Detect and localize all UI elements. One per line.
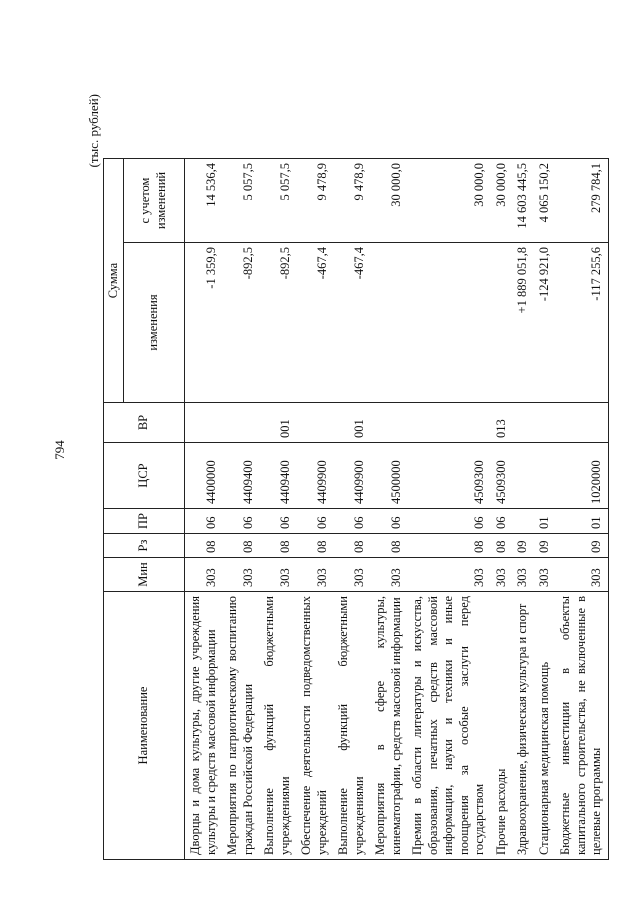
units-caption: (тыс. рублей) xyxy=(86,94,101,168)
row-pr: 01 xyxy=(534,509,556,534)
row-name: Стационарная медицинская помощь xyxy=(534,592,556,860)
header-vr: ВР xyxy=(104,403,185,443)
row-change xyxy=(407,243,491,403)
row-rz: 09 xyxy=(534,534,556,558)
row-name: Дворцы и дома культуры, другие учреждения культуры и средств массовой информации xyxy=(185,592,223,860)
row-total: 30 000,0 xyxy=(491,159,513,243)
row-pr: 06 xyxy=(370,509,407,534)
row-total: 4 065 150,2 xyxy=(534,159,556,243)
row-total: 9 478,9 xyxy=(296,159,333,243)
row-total: 30 000,0 xyxy=(370,159,407,243)
row-rz: 08 xyxy=(185,534,223,558)
row-csr: 4409900 xyxy=(296,443,333,509)
table-row xyxy=(185,159,223,860)
row-csr xyxy=(512,443,534,509)
row-change: +1 889 051,8 xyxy=(512,243,534,403)
row-pr: 06 xyxy=(222,509,259,534)
row-csr: 4409400 xyxy=(222,443,259,509)
row-change: -892,5 xyxy=(259,243,296,403)
row-min: 303 xyxy=(491,558,513,592)
row-total: 14 536,4 xyxy=(185,159,223,243)
row-pr: 06 xyxy=(491,509,513,534)
table-row xyxy=(407,159,491,860)
row-name: Здравоохранение, физическая культура и спорт xyxy=(512,592,534,860)
table-row xyxy=(222,159,259,860)
row-vr: 013 xyxy=(491,403,513,443)
budget-table xyxy=(103,158,609,860)
row-min: 303 xyxy=(296,558,333,592)
row-name: Премии в области литературы и искусства, образования, печатных средств массовой информации, науки и техники и иные поощрения за особые заслуги перед государством xyxy=(407,592,491,860)
row-change xyxy=(370,243,407,403)
row-name: Мероприятия по патриотическому воспитанию граждан Российской Федерации xyxy=(222,592,259,860)
row-vr xyxy=(407,403,491,443)
row-rz: 08 xyxy=(222,534,259,558)
table-row xyxy=(491,159,513,860)
row-change: -117 255,6 xyxy=(555,243,608,403)
row-rz: 08 xyxy=(259,534,296,558)
row-vr: 001 xyxy=(259,403,296,443)
row-vr xyxy=(222,403,259,443)
header-csr: ЦСР xyxy=(104,443,185,509)
row-csr: 4400000 xyxy=(185,443,223,509)
row-change: -467,4 xyxy=(296,243,333,403)
row-name: Бюджетные инвестиции в объекты капитального строительства, не включенные в целевые программы xyxy=(555,592,608,860)
row-csr: 4409900 xyxy=(333,443,370,509)
row-change: -1 359,9 xyxy=(185,243,223,403)
row-pr: 06 xyxy=(333,509,370,534)
header-change: изменения xyxy=(123,243,184,403)
row-rz: 08 xyxy=(491,534,513,558)
rotated-page-content xyxy=(85,68,603,868)
table-row xyxy=(534,159,556,860)
row-vr xyxy=(555,403,608,443)
table-row xyxy=(259,159,296,860)
header-pr: ПР xyxy=(104,509,185,534)
row-rz: 09 xyxy=(555,534,608,558)
header-sum: Сумма xyxy=(104,159,124,403)
row-pr: 06 xyxy=(259,509,296,534)
row-total: 5 057,5 xyxy=(222,159,259,243)
row-total: 9 478,9 xyxy=(333,159,370,243)
row-min: 303 xyxy=(512,558,534,592)
table-row xyxy=(512,159,534,860)
row-total: 14 603 445,5 xyxy=(512,159,534,243)
table-row xyxy=(333,159,370,860)
row-rz: 08 xyxy=(296,534,333,558)
row-vr xyxy=(512,403,534,443)
row-min: 303 xyxy=(407,558,491,592)
row-csr: 1020000 xyxy=(555,443,608,509)
row-change: -467,4 xyxy=(333,243,370,403)
header-min: Мин xyxy=(104,558,185,592)
row-pr: 06 xyxy=(185,509,223,534)
row-rz: 08 xyxy=(407,534,491,558)
row-name: Мероприятия в сфере культуры, кинематографии, средств массовой информации xyxy=(370,592,407,860)
row-name: Выполнение функций бюджетными учреждениями xyxy=(259,592,296,860)
row-name: Прочие расходы xyxy=(491,592,513,860)
row-csr: 4500000 xyxy=(370,443,407,509)
row-rz: 09 xyxy=(512,534,534,558)
table-row xyxy=(370,159,407,860)
row-min: 303 xyxy=(534,558,556,592)
row-pr: 06 xyxy=(296,509,333,534)
row-vr xyxy=(370,403,407,443)
row-change xyxy=(491,243,513,403)
row-csr: 4409400 xyxy=(259,443,296,509)
row-pr: 06 xyxy=(407,509,491,534)
row-csr xyxy=(534,443,556,509)
row-vr xyxy=(185,403,223,443)
row-rz: 08 xyxy=(333,534,370,558)
row-name: Выполнение функций бюджетными учреждениями xyxy=(333,592,370,860)
row-min: 303 xyxy=(370,558,407,592)
row-total: 279 784,1 xyxy=(555,159,608,243)
row-csr: 4509300 xyxy=(407,443,491,509)
row-rz: 08 xyxy=(370,534,407,558)
row-total: 30 000,0 xyxy=(407,159,491,243)
row-min: 303 xyxy=(185,558,223,592)
row-min: 303 xyxy=(259,558,296,592)
row-pr xyxy=(512,509,534,534)
row-change: -892,5 xyxy=(222,243,259,403)
row-min: 303 xyxy=(333,558,370,592)
table-row xyxy=(555,159,608,860)
row-min: 303 xyxy=(222,558,259,592)
header-name: Наименование xyxy=(104,592,185,860)
table-row xyxy=(296,159,333,860)
row-total: 5 057,5 xyxy=(259,159,296,243)
page-number: 794 xyxy=(52,440,67,460)
row-vr xyxy=(296,403,333,443)
header-with-change: с учетом изменений xyxy=(123,159,184,243)
row-pr: 01 xyxy=(555,509,608,534)
row-min: 303 xyxy=(555,558,608,592)
row-vr xyxy=(534,403,556,443)
row-vr: 001 xyxy=(333,403,370,443)
row-name: Обеспечение деятельности подведомственных учреждений xyxy=(296,592,333,860)
header-rz: Рз xyxy=(104,534,185,558)
row-csr: 4509300 xyxy=(491,443,513,509)
row-change: -124 921,0 xyxy=(534,243,556,403)
